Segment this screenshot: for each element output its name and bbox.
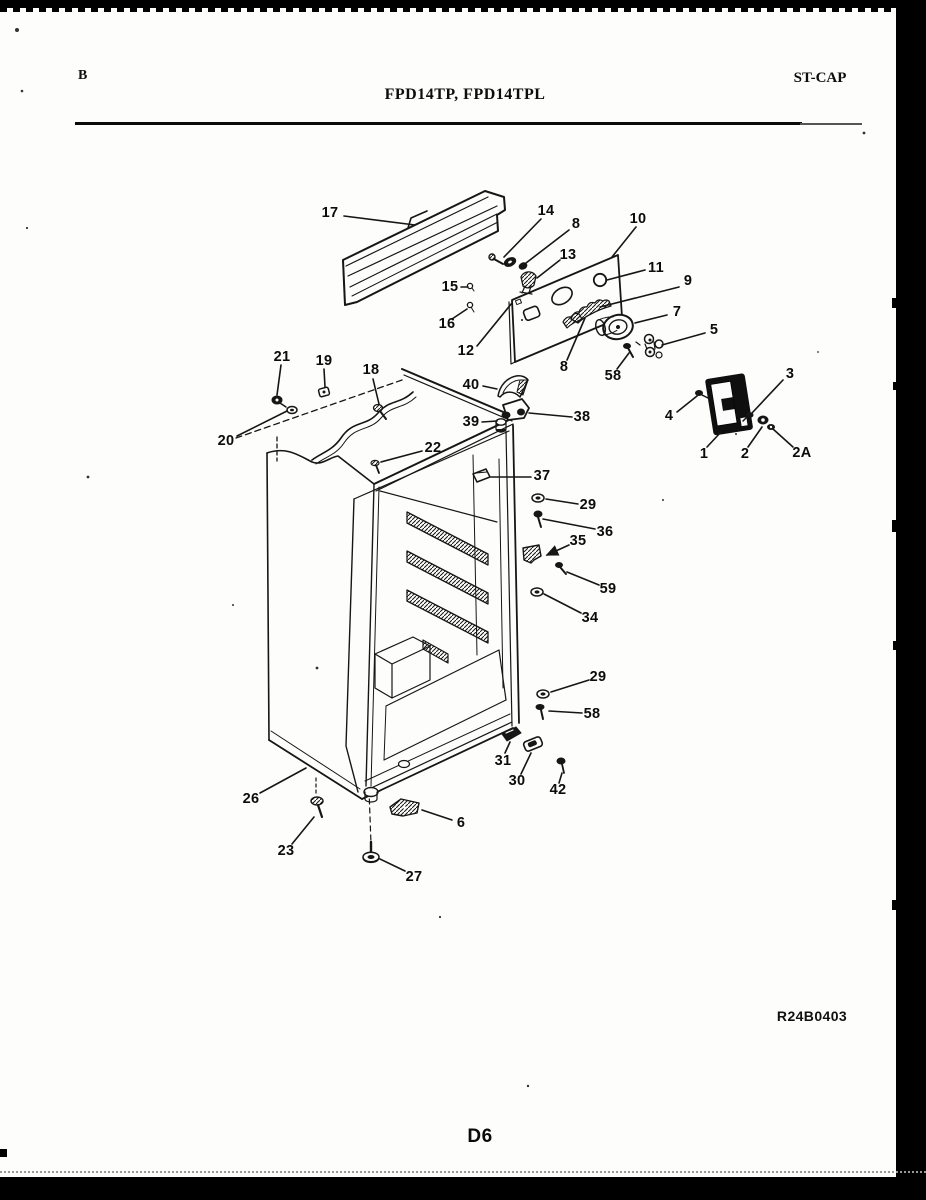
- leader-line-58b: [549, 711, 582, 713]
- leader-line-23: [292, 817, 314, 844]
- callout-2: 2: [740, 446, 750, 462]
- leader-line-27: [380, 859, 405, 871]
- callout-9: 9: [683, 273, 693, 289]
- part-base-brackets: [502, 727, 543, 752]
- leader-line-42: [559, 773, 562, 783]
- leader-line-35: [547, 545, 569, 555]
- leader-line-5: [662, 333, 705, 345]
- callout-21: 21: [273, 349, 291, 365]
- part-top-rail: [343, 191, 505, 305]
- callout-30: 30: [508, 773, 526, 789]
- callout-59: 59: [599, 581, 617, 597]
- leader-line-34: [544, 594, 581, 613]
- leader-line-17: [344, 216, 415, 225]
- page-letter: B: [78, 68, 88, 83]
- leader-line-22: [381, 451, 422, 462]
- leader-line-20: [237, 411, 287, 436]
- callout-23: 23: [277, 843, 295, 859]
- callout-7: 7: [672, 304, 682, 320]
- callout-4: 4: [664, 408, 674, 424]
- leader-line-59: [567, 572, 599, 585]
- callout-11: 11: [648, 260, 664, 276]
- leader-line-38: [529, 413, 572, 417]
- part-bracket-5: [636, 335, 663, 359]
- callout-14: 14: [537, 203, 555, 219]
- scan-bar-nubs: [892, 298, 896, 910]
- callout-22: 22: [424, 440, 442, 456]
- model-title: FPD14TP, FPD14TPL: [384, 86, 546, 103]
- callout-1: 1: [699, 446, 709, 462]
- leader-line-10: [612, 227, 636, 257]
- part-grommet-cluster-14-8: [489, 254, 528, 270]
- leader-line-1: [707, 432, 721, 447]
- leader-line-29b: [551, 680, 589, 692]
- leader-line-13: [537, 260, 560, 278]
- leader-line-16: [452, 309, 467, 319]
- leader-line-3: [752, 380, 783, 413]
- drawing-number: R24B0403: [776, 1008, 848, 1024]
- callout-2a: 2A: [792, 445, 812, 461]
- leader-line-36: [543, 519, 595, 529]
- callout-13: 13: [559, 247, 577, 263]
- callout-40: 40: [462, 377, 480, 393]
- leader-line-21: [277, 365, 281, 395]
- leader-line-26: [260, 768, 306, 793]
- callout-58a: 58: [604, 368, 622, 384]
- leader-line-7: [635, 315, 667, 323]
- callout-39: 39: [462, 414, 480, 430]
- leader-line-31: [505, 742, 510, 753]
- section-code: ST-CAP: [793, 70, 847, 86]
- cabinet-body: [236, 369, 519, 844]
- callout-36: 36: [596, 524, 614, 540]
- page-number: D6: [467, 1126, 493, 1147]
- leader-line-8a: [526, 230, 569, 263]
- callout-29b: 29: [589, 669, 607, 685]
- leader-line-18: [373, 379, 379, 404]
- callout-16: 16: [438, 316, 456, 332]
- callout-8a: 8: [571, 216, 581, 232]
- callout-29a: 29: [579, 497, 597, 513]
- leader-line-40: [483, 386, 497, 389]
- callout-42: 42: [549, 782, 567, 798]
- leader-line-2a: [773, 429, 793, 447]
- leader-line-12: [477, 303, 512, 346]
- leader-line-29a: [546, 499, 578, 504]
- callout-15: 15: [441, 279, 459, 295]
- callout-6: 6: [456, 815, 466, 831]
- leader-line-4: [677, 396, 697, 412]
- callout-19: 19: [315, 353, 333, 369]
- callout-20: 20: [217, 433, 235, 449]
- callout-34: 34: [581, 610, 599, 626]
- callout-38: 38: [573, 409, 591, 425]
- callout-26: 26: [242, 791, 260, 807]
- part-clip-37: [473, 469, 490, 482]
- callout-5: 5: [709, 322, 719, 338]
- leader-line-19: [324, 369, 325, 387]
- scan-specks: [15, 28, 865, 1087]
- leader-line-58a: [617, 353, 629, 369]
- leader-line-6: [422, 810, 452, 820]
- callout-10: 10: [629, 211, 647, 227]
- right-fastener-column: [523, 494, 566, 773]
- leader-line-2: [748, 427, 762, 447]
- callout-27: 27: [405, 869, 423, 885]
- callout-35: 35: [569, 533, 587, 549]
- part-relay-assembly: [695, 373, 775, 436]
- callout-18: 18: [362, 362, 380, 378]
- callout-17: 17: [321, 205, 339, 221]
- callout-3: 3: [785, 366, 795, 382]
- callout-31: 31: [494, 753, 512, 769]
- leader-line-30: [521, 753, 531, 774]
- callout-58b: 58: [583, 706, 601, 722]
- part-rear-panel: [509, 255, 622, 364]
- leader-line-14: [504, 219, 541, 257]
- leader-line-39: [482, 421, 497, 422]
- callout-37: 37: [533, 468, 551, 484]
- callout-12: 12: [457, 343, 475, 359]
- callout-8b: 8: [559, 359, 569, 375]
